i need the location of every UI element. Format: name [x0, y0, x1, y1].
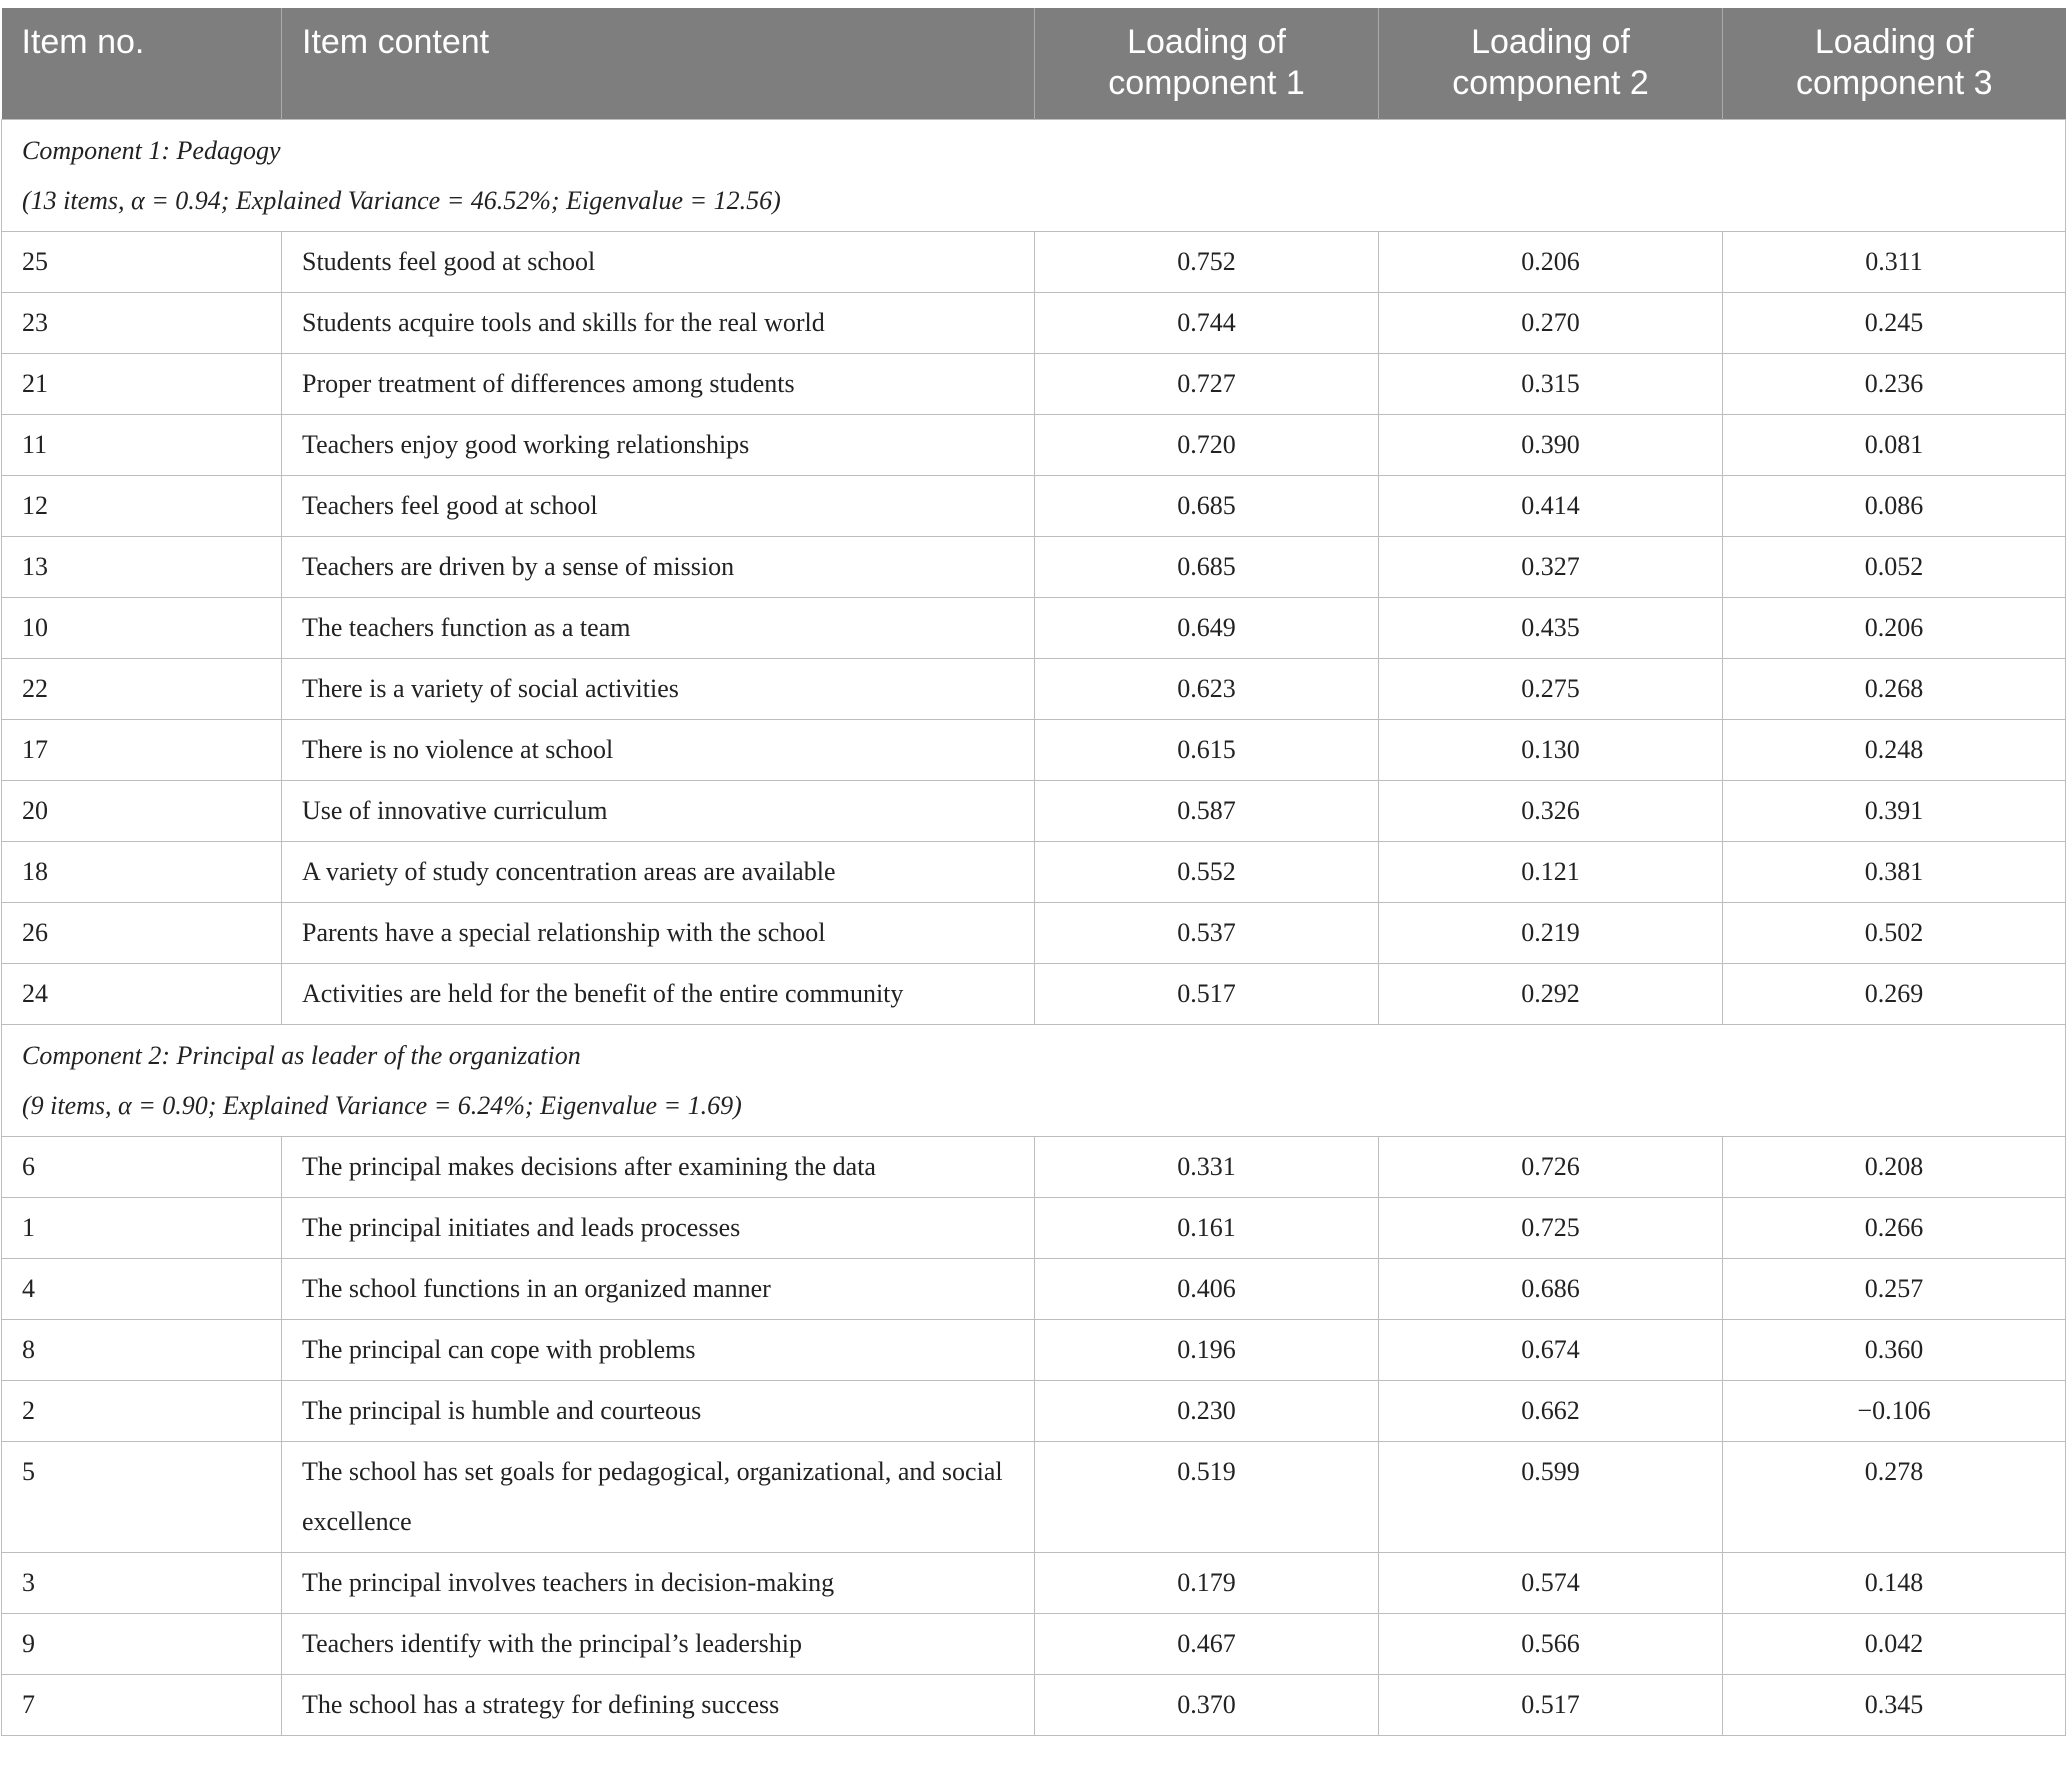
table-row — [2, 1613, 2066, 1674]
loading-3-cell: 0.311 — [1723, 231, 2066, 292]
loading-2-cell: 0.292 — [1379, 963, 1723, 1024]
item-content-cell: Teachers identify with the principal’s leadership — [282, 1613, 1035, 1674]
loading-3-cell: 0.208 — [1723, 1136, 2066, 1197]
loading-2-cell: 0.206 — [1379, 231, 1723, 292]
section-header-row — [2, 1024, 2066, 1136]
header-row — [2, 8, 2066, 119]
item-content-cell: The school has set goals for pedagogical, organizational, and social excellence — [282, 1441, 1035, 1552]
loading-1-cell: 0.179 — [1035, 1552, 1379, 1613]
loading-3-cell: 0.206 — [1723, 597, 2066, 658]
loading-2-cell: 0.326 — [1379, 780, 1723, 841]
item-number-cell: 2 — [2, 1380, 282, 1441]
table-row — [2, 780, 2066, 841]
item-content-cell: Teachers feel good at school — [282, 475, 1035, 536]
table-row — [2, 1674, 2066, 1735]
loading-3-cell: 0.266 — [1723, 1197, 2066, 1258]
loading-1-cell: 0.196 — [1035, 1319, 1379, 1380]
loading-3-cell: 0.236 — [1723, 353, 2066, 414]
section-header-cell — [2, 119, 2066, 231]
loading-2-cell: 0.686 — [1379, 1258, 1723, 1319]
item-number-cell: 17 — [2, 719, 282, 780]
loading-1-cell: 0.744 — [1035, 292, 1379, 353]
loading-2-cell: 0.130 — [1379, 719, 1723, 780]
table-row — [2, 475, 2066, 536]
table-row — [2, 1552, 2066, 1613]
loading-2-cell: 0.517 — [1379, 1674, 1723, 1735]
item-content-cell: Students acquire tools and skills for the real world — [282, 292, 1035, 353]
item-number-cell: 9 — [2, 1613, 282, 1674]
loading-3-cell: 0.502 — [1723, 902, 2066, 963]
header-item-content: Item content — [282, 8, 1035, 119]
loading-3-cell: 0.278 — [1723, 1441, 2066, 1552]
loading-2-cell: 0.121 — [1379, 841, 1723, 902]
item-number-cell: 5 — [2, 1441, 282, 1552]
loading-1-cell: 0.615 — [1035, 719, 1379, 780]
loading-3-cell: 0.248 — [1723, 719, 2066, 780]
table-row — [2, 902, 2066, 963]
loading-2-cell: 0.726 — [1379, 1136, 1723, 1197]
loading-3-cell: 0.345 — [1723, 1674, 2066, 1735]
loading-2-cell: 0.270 — [1379, 292, 1723, 353]
item-content-cell: There is no violence at school — [282, 719, 1035, 780]
item-content-cell: The school functions in an organized manner — [282, 1258, 1035, 1319]
item-content-cell: Teachers are driven by a sense of mission — [282, 536, 1035, 597]
table-row — [2, 292, 2066, 353]
loading-3-cell: 0.268 — [1723, 658, 2066, 719]
loading-1-cell: 0.727 — [1035, 353, 1379, 414]
item-content-cell: The principal can cope with problems — [282, 1319, 1035, 1380]
section-header-cell — [2, 1024, 2066, 1136]
section-stats: (13 items, α = 0.94; Explained Variance = 46.52%; Eigenvalue = 12.56) — [22, 185, 781, 215]
loading-3-cell: 0.081 — [1723, 414, 2066, 475]
loading-1-cell: 0.467 — [1035, 1613, 1379, 1674]
loading-2-cell: 0.327 — [1379, 536, 1723, 597]
table-row — [2, 719, 2066, 780]
loading-2-cell: 0.315 — [1379, 353, 1723, 414]
table-row — [2, 1319, 2066, 1380]
item-number-cell: 13 — [2, 536, 282, 597]
section-title: Component 2: Principal as leader of the organization — [22, 1040, 581, 1070]
table-row — [2, 658, 2066, 719]
loading-3-cell: 0.391 — [1723, 780, 2066, 841]
loading-1-cell: 0.587 — [1035, 780, 1379, 841]
loading-2-cell: 0.566 — [1379, 1613, 1723, 1674]
item-number-cell: 12 — [2, 475, 282, 536]
loading-2-cell: 0.435 — [1379, 597, 1723, 658]
item-content-cell: Students feel good at school — [282, 231, 1035, 292]
item-content-cell: Activities are held for the benefit of the entire community — [282, 963, 1035, 1024]
table-row — [2, 963, 2066, 1024]
header-item-no: Item no. — [2, 8, 282, 119]
loading-2-cell: 0.674 — [1379, 1319, 1723, 1380]
item-number-cell: 20 — [2, 780, 282, 841]
loading-1-cell: 0.720 — [1035, 414, 1379, 475]
item-number-cell: 10 — [2, 597, 282, 658]
loading-1-cell: 0.331 — [1035, 1136, 1379, 1197]
loading-2-cell: 0.275 — [1379, 658, 1723, 719]
loading-2-cell: 0.574 — [1379, 1552, 1723, 1613]
table-row — [2, 1258, 2066, 1319]
item-number-cell: 11 — [2, 414, 282, 475]
loading-3-cell: 0.148 — [1723, 1552, 2066, 1613]
loading-3-cell: 0.381 — [1723, 841, 2066, 902]
item-number-cell: 25 — [2, 231, 282, 292]
loading-2-cell: 0.219 — [1379, 902, 1723, 963]
header-loading-2: Loading of component 2 — [1379, 8, 1723, 119]
header-loading-3: Loading of component 3 — [1723, 8, 2066, 119]
loading-3-cell: 0.360 — [1723, 1319, 2066, 1380]
loading-1-cell: 0.519 — [1035, 1441, 1379, 1552]
loading-3-cell: 0.245 — [1723, 292, 2066, 353]
loading-1-cell: 0.406 — [1035, 1258, 1379, 1319]
loading-1-cell: 0.552 — [1035, 841, 1379, 902]
item-content-cell: Proper treatment of differences among students — [282, 353, 1035, 414]
loading-3-cell: 0.257 — [1723, 1258, 2066, 1319]
item-content-cell: Use of innovative curriculum — [282, 780, 1035, 841]
item-content-cell: Parents have a special relationship with the school — [282, 902, 1035, 963]
loading-1-cell: 0.517 — [1035, 963, 1379, 1024]
loadings-table — [1, 8, 2066, 1736]
loading-1-cell: 0.230 — [1035, 1380, 1379, 1441]
loading-2-cell: 0.725 — [1379, 1197, 1723, 1258]
item-number-cell: 23 — [2, 292, 282, 353]
item-content-cell: The principal makes decisions after examining the data — [282, 1136, 1035, 1197]
item-content-cell: There is a variety of social activities — [282, 658, 1035, 719]
table-row — [2, 1136, 2066, 1197]
loading-3-cell: 0.269 — [1723, 963, 2066, 1024]
item-content-cell: The school has a strategy for defining success — [282, 1674, 1035, 1735]
item-number-cell: 22 — [2, 658, 282, 719]
item-number-cell: 1 — [2, 1197, 282, 1258]
item-number-cell: 21 — [2, 353, 282, 414]
loading-2-cell: 0.662 — [1379, 1380, 1723, 1441]
table-row — [2, 1380, 2066, 1441]
item-content-cell: The principal involves teachers in decision-making — [282, 1552, 1035, 1613]
loading-3-cell: −0.106 — [1723, 1380, 2066, 1441]
loading-1-cell: 0.623 — [1035, 658, 1379, 719]
item-number-cell: 6 — [2, 1136, 282, 1197]
section-header-row — [2, 119, 2066, 231]
loading-1-cell: 0.649 — [1035, 597, 1379, 658]
loading-3-cell: 0.042 — [1723, 1613, 2066, 1674]
item-number-cell: 7 — [2, 1674, 282, 1735]
table-row — [2, 1197, 2066, 1258]
loading-1-cell: 0.685 — [1035, 536, 1379, 597]
item-number-cell: 4 — [2, 1258, 282, 1319]
item-content-cell: The principal initiates and leads processes — [282, 1197, 1035, 1258]
loading-3-cell: 0.086 — [1723, 475, 2066, 536]
item-content-cell: The principal is humble and courteous — [282, 1380, 1035, 1441]
table-row — [2, 1441, 2066, 1552]
table-row — [2, 414, 2066, 475]
loading-1-cell: 0.537 — [1035, 902, 1379, 963]
item-content-cell: Teachers enjoy good working relationships — [282, 414, 1035, 475]
loading-2-cell: 0.414 — [1379, 475, 1723, 536]
loading-1-cell: 0.752 — [1035, 231, 1379, 292]
item-number-cell: 26 — [2, 902, 282, 963]
header-loading-1: Loading of component 1 — [1035, 8, 1379, 119]
item-number-cell: 8 — [2, 1319, 282, 1380]
item-number-cell: 18 — [2, 841, 282, 902]
loading-2-cell: 0.599 — [1379, 1441, 1723, 1552]
loading-1-cell: 0.685 — [1035, 475, 1379, 536]
section-stats: (9 items, α = 0.90; Explained Variance = 6.24%; Eigenvalue = 1.69) — [22, 1090, 742, 1120]
table-body — [2, 119, 2066, 1735]
loading-2-cell: 0.390 — [1379, 414, 1723, 475]
table-row — [2, 231, 2066, 292]
table-row — [2, 353, 2066, 414]
item-number-cell: 3 — [2, 1552, 282, 1613]
loading-3-cell: 0.052 — [1723, 536, 2066, 597]
item-number-cell: 24 — [2, 963, 282, 1024]
table-row — [2, 536, 2066, 597]
table-row — [2, 597, 2066, 658]
loading-1-cell: 0.370 — [1035, 1674, 1379, 1735]
loading-1-cell: 0.161 — [1035, 1197, 1379, 1258]
item-content-cell: A variety of study concentration areas are available — [282, 841, 1035, 902]
item-content-cell: The teachers function as a team — [282, 597, 1035, 658]
table-row — [2, 841, 2066, 902]
section-title: Component 1: Pedagogy — [22, 135, 281, 165]
